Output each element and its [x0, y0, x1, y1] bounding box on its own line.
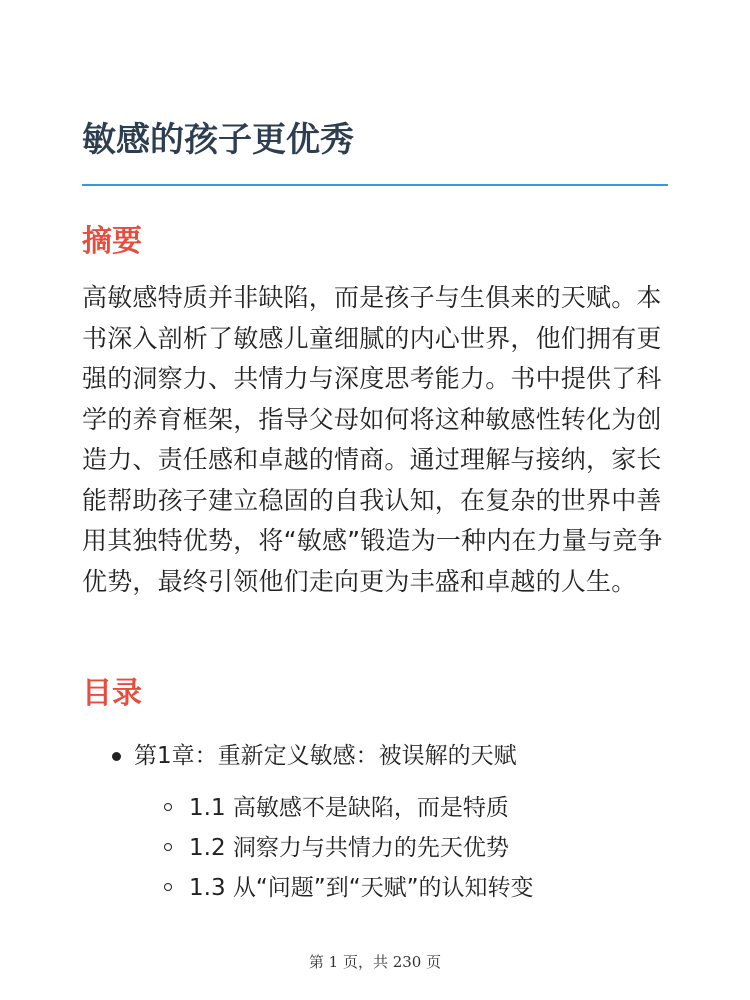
toc-sub-list	[82, 788, 682, 908]
bullet-circle-icon	[164, 843, 172, 851]
toc-heading: 目录	[82, 676, 142, 711]
page-footer: 第 1 页，共 230 页	[308, 953, 442, 971]
toc-sub-container	[82, 788, 682, 908]
toc-section-item	[82, 868, 682, 908]
toc-section-label: 1.1 高敏感不是缺陷，而是特质	[189, 795, 509, 821]
toc-chapter-label: 第1章：重新定义敏感：被误解的天赋	[134, 743, 517, 769]
toc-chapter-item	[82, 732, 682, 780]
toc-list	[82, 732, 682, 908]
abstract-heading: 摘要	[82, 224, 142, 259]
toc-section-item	[82, 828, 682, 868]
bullet-circle-icon	[164, 803, 172, 811]
bullet-disc-icon	[112, 752, 121, 761]
toc-section-item	[82, 788, 682, 828]
toc-section-label: 1.3 从“问题”到“天赋”的认知转变	[189, 875, 534, 901]
title-divider	[82, 184, 668, 186]
bullet-circle-icon	[164, 883, 172, 891]
toc-section-label: 1.2 洞察力与共情力的先天优势	[189, 835, 509, 861]
document-title: 敏感的孩子更优秀	[82, 120, 354, 160]
abstract-text: 高敏感特质并非缺陷，而是孩子与生俱来的天赋。本书深入剖析了敏感儿童细腻的内心世界，他们拥有更强的洞察力、共情力与深度思考能力。书中提供了科学的养育框架，指导父母如何将这种敏感性转化为创造力、责任感和卓越的情商。通过理解与接纳，家长能帮助孩子建立稳固的自我认知，在复杂的世界中善用其独特优势，将“敏感”锻造为一种内在力量与竞争优势，最终引领他们走向更为丰盛和卓越的人生。	[82, 283, 663, 596]
